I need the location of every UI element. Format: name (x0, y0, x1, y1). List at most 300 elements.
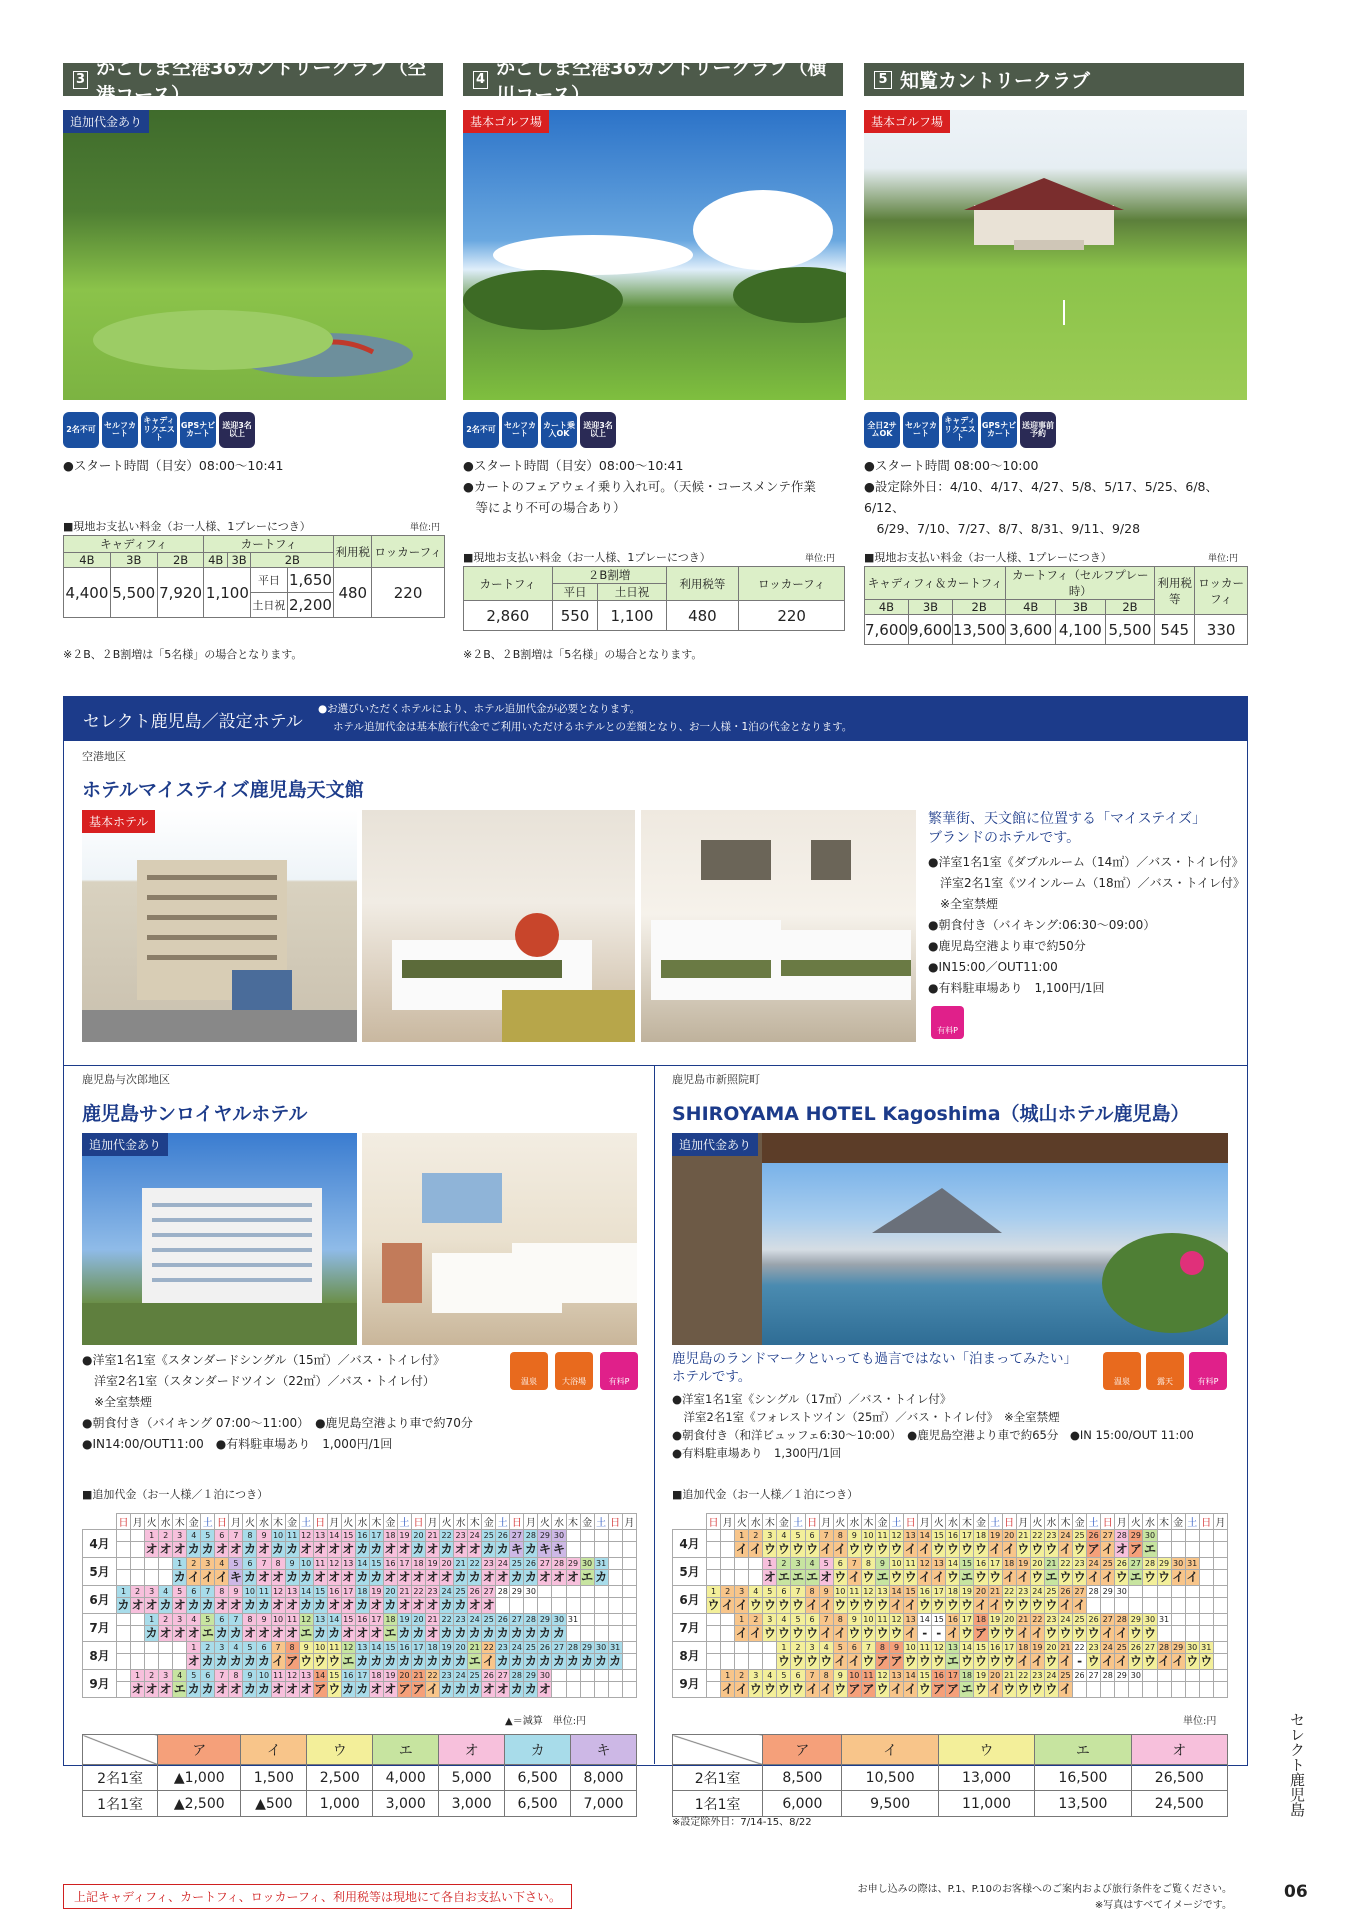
calendar-day: 31 (567, 1614, 579, 1624)
calendar-day (608, 1586, 622, 1598)
course-4-icons (463, 412, 616, 448)
calendar-rank: ア (975, 1626, 988, 1640)
calendar-rank: イ (272, 1654, 285, 1668)
calendar-rank: ウ (1087, 1654, 1100, 1668)
weekday-head: 月 (1213, 1514, 1227, 1530)
weekday-head: 日 (313, 1514, 327, 1530)
calendar-rank (131, 1654, 145, 1670)
calendar-day: 17 (413, 1642, 424, 1652)
calendar-day (131, 1614, 145, 1626)
tax-head: 利用税等 (666, 567, 739, 601)
weekday-head: 月 (426, 1514, 440, 1530)
calendar-rank: カ (342, 1682, 355, 1696)
calendar-rank: イ (820, 1682, 833, 1696)
calendar-rank: ウ (918, 1682, 931, 1696)
calendar-rank: オ (314, 1542, 327, 1556)
calendar-day (1157, 1586, 1171, 1598)
weekday-head: 土 (397, 1514, 411, 1530)
calendar-rank (145, 1654, 159, 1670)
corner-cell (83, 1735, 158, 1765)
calendar-rank: イ (989, 1682, 1002, 1696)
calendar-day: 20 (975, 1586, 987, 1596)
course-5-scenery (864, 110, 1247, 400)
calendar-day: 4 (215, 1558, 229, 1570)
calendar-rank: イ (890, 1682, 903, 1696)
calendar-rank: イ (1158, 1654, 1171, 1668)
calendar-day: 29 (539, 1530, 551, 1540)
calendar-rank: オ (426, 1570, 439, 1584)
two-player-ng-icon: 2名不可 (463, 412, 499, 448)
calendar-rank: カ (440, 1598, 453, 1612)
calendar-day: 24 (469, 1530, 480, 1540)
cart-note: ●カートのフェアウェイ乗り入れ可。（天候・コースメンテ作業 (463, 479, 816, 494)
weekday-head: 木 (1058, 1514, 1072, 1530)
calendar-day: 5 (791, 1530, 805, 1542)
calendar-day: 4 (749, 1586, 763, 1598)
rank-head: ア (763, 1735, 842, 1765)
calendar-day: 18 (413, 1558, 424, 1568)
calendar-rank: イ (1101, 1654, 1114, 1668)
calendar-rank: ウ (1073, 1542, 1086, 1556)
calendar-day: 13 (891, 1670, 902, 1680)
weekday-head: 金 (974, 1514, 988, 1530)
calendar-day: 2 (187, 1558, 201, 1570)
calendar-day: 26 (469, 1586, 480, 1596)
calendar-day: 28 (553, 1558, 565, 1568)
calendar-day: 26 (483, 1670, 494, 1680)
calendar-day: 21 (1060, 1642, 1071, 1652)
catch-line-1: 鹿児島のランドマークといっても過言ではない「泊まってみたい」 (672, 1351, 1077, 1367)
calendar-rank (145, 1570, 159, 1586)
calendar-day: 9 (285, 1558, 299, 1570)
calendar-day: 9 (257, 1614, 271, 1626)
calendar-day: 24 (1032, 1586, 1043, 1596)
weekday-label: 平日 (251, 568, 287, 593)
calendar-day (566, 1530, 580, 1542)
calendar-day: 18 (357, 1586, 368, 1596)
calendar-rank (622, 1654, 636, 1670)
calendar-rank: エ (792, 1570, 805, 1584)
calendar-rank: ウ (932, 1654, 945, 1668)
calendar-day (566, 1670, 580, 1682)
calendar-day (707, 1558, 721, 1570)
calendar-rank (1199, 1570, 1213, 1586)
caddy-request-icon: キャディリクエスト (942, 412, 978, 448)
calendar-day: 1 (777, 1642, 791, 1654)
calendar-day: 16 (933, 1670, 944, 1680)
price-cell: 480 (666, 601, 739, 631)
calendar-day (580, 1530, 594, 1542)
calendar-rank: カ (356, 1654, 369, 1668)
weekday-head: 日 (1002, 1514, 1016, 1530)
calendar-day: 2 (735, 1670, 749, 1682)
price-cell: 550 (552, 601, 598, 631)
calendar-rank: カ (370, 1570, 383, 1584)
calendar-day: 5 (791, 1614, 805, 1626)
calendar-day: 22 (441, 1614, 452, 1624)
side-title: セレクト鹿児島 (1288, 1712, 1306, 1817)
calendar-rank: オ (328, 1598, 341, 1612)
calendar-rank: ウ (763, 1626, 776, 1640)
calendar-rank (1199, 1626, 1213, 1642)
calendar-rank: カ (159, 1598, 172, 1612)
calendar-day: 11 (315, 1558, 326, 1568)
calendar-rank: ア (412, 1682, 425, 1696)
calendar-day: 13 (905, 1614, 916, 1624)
calendar-rank (1185, 1542, 1199, 1558)
calendar-rank: ウ (1143, 1570, 1156, 1584)
calendar-rank: ウ (918, 1598, 931, 1612)
calendar-rank: オ (328, 1542, 341, 1556)
calendar-day: 17 (933, 1586, 944, 1596)
calendar-day: 25 (455, 1586, 466, 1596)
calendar-day: 16 (343, 1670, 354, 1680)
detail-line: ●朝食付き（バイキング:06:30〜09:00） (928, 918, 1156, 932)
calendar-rank: イ (1087, 1570, 1100, 1584)
calendar-rank (580, 1542, 594, 1558)
calendar-rank: エ (777, 1570, 790, 1584)
course-4-price-caption: ■現地お支払い料金（お一人様、1プレーにつき） (463, 551, 711, 564)
tax-head: 利用税等 (1155, 567, 1195, 615)
rank-head: キ (571, 1735, 637, 1765)
calendar-day: 26 (1074, 1670, 1085, 1680)
calendar-day: 11 (919, 1642, 930, 1652)
calendar-rank: ウ (1129, 1626, 1142, 1640)
calendar-rank: ウ (792, 1542, 805, 1556)
calendar-day: 2 (201, 1642, 215, 1654)
weekday-head: 日 (215, 1514, 229, 1530)
calendar-day (1185, 1586, 1199, 1598)
calendar-rank: オ (384, 1570, 397, 1584)
calendar-rank: イ (735, 1542, 748, 1556)
month-label: 9月 (83, 1670, 117, 1698)
row-label: 1名1室 (83, 1791, 158, 1817)
calendar-rank (1157, 1542, 1171, 1558)
calendar-day: 23 (1074, 1558, 1085, 1568)
calendar-day: 27 (511, 1530, 522, 1540)
calendar-day: 17 (399, 1558, 410, 1568)
calendar-day: 26 (1130, 1642, 1141, 1652)
calendar-rank: オ (356, 1626, 369, 1640)
calendar-day: 30 (539, 1670, 551, 1680)
calendar-day: 14 (329, 1614, 340, 1624)
calendar-rank: ウ (975, 1654, 988, 1668)
weekday-head: 火 (735, 1514, 749, 1530)
calendar-rank: オ (538, 1570, 551, 1584)
calendar-rank: ウ (1045, 1626, 1058, 1640)
calendar-rank: イ (1059, 1682, 1072, 1696)
calendar-rank: ウ (904, 1654, 917, 1668)
calendar-day: 10 (849, 1670, 860, 1680)
calendar-day (749, 1642, 763, 1654)
calendar-day: 12 (329, 1558, 340, 1568)
catch-line-1: 繁華街、天文館に位置する「マイステイズ」 (928, 811, 1207, 827)
calendar-day: 24 (511, 1642, 522, 1652)
calendar-day (1171, 1586, 1185, 1598)
calendar-rank: カ (595, 1570, 608, 1584)
calendar-rank (1171, 1598, 1185, 1614)
weekday-head: 日 (1101, 1514, 1115, 1530)
calendar-day: 29 (1102, 1586, 1113, 1596)
calendar-day: 31 (610, 1642, 621, 1652)
calendar-rank (131, 1542, 145, 1558)
month-label: 5月 (83, 1558, 117, 1586)
calendar-rank: イ (1017, 1626, 1030, 1640)
calendar-day: 5 (777, 1670, 791, 1682)
weekday-head: 水 (1044, 1514, 1058, 1530)
calendar-rank (1101, 1598, 1115, 1614)
calendar-rank: ウ (834, 1682, 847, 1696)
calendar-day: 16 (947, 1614, 958, 1624)
calendar-rank: イ (201, 1570, 214, 1584)
divider (654, 1066, 655, 1764)
calendar-day: 7 (847, 1558, 861, 1570)
start-time: ●スタート時間（目安）08:00〜10:41 (63, 458, 284, 473)
calendar-rank: オ (398, 1598, 411, 1612)
calendar-rank (566, 1682, 580, 1698)
calendar-rank: カ (229, 1626, 242, 1640)
price-cell: 13,500 (1035, 1791, 1131, 1817)
calendar-day: 8 (229, 1670, 243, 1682)
hotel-2-price-table (82, 1734, 637, 1817)
price-cell: 5,000 (439, 1765, 505, 1791)
calendar-rank: カ (257, 1598, 270, 1612)
hotel-2-name: 鹿児島サンロイヤルホテル (82, 1103, 308, 1125)
row-label: 2名1室 (673, 1765, 763, 1791)
row-label: 2名1室 (83, 1765, 158, 1791)
calendar-day: 19 (1032, 1642, 1043, 1652)
calendar-rank (580, 1682, 594, 1698)
price-cell: 2,500 (307, 1765, 373, 1791)
calendar-rank: ウ (1017, 1682, 1030, 1696)
calendar-rank: ウ (328, 1682, 341, 1696)
col-2b: 2B (1105, 600, 1155, 615)
calendar-rank (1213, 1570, 1227, 1586)
weekday-head: 土 (791, 1514, 805, 1530)
calendar-day: 9 (257, 1530, 271, 1542)
calendar-rank: イ (1101, 1570, 1114, 1584)
rank-head: エ (1035, 1735, 1131, 1765)
calendar-rank: カ (524, 1654, 537, 1668)
calendar-rank: オ (342, 1598, 355, 1612)
calendar-rank: ウ (806, 1654, 819, 1668)
calendar-day: 23 (455, 1614, 466, 1624)
calendar-day: 14 (919, 1530, 930, 1540)
calendar-day: 4 (763, 1670, 777, 1682)
calendar-day (1199, 1586, 1213, 1598)
calendar-day (580, 1586, 594, 1598)
calendar-day: 8 (215, 1586, 229, 1598)
self-cart-icon: セルフカート (502, 412, 538, 448)
calendar-rank: ウ (975, 1570, 988, 1584)
calendar-rank (117, 1654, 131, 1670)
calendar-rank (1213, 1682, 1227, 1698)
price-cell: 16,500 (1035, 1765, 1131, 1791)
hotel-2-calendar (82, 1513, 637, 1698)
calendar-day: 4 (187, 1614, 201, 1626)
calendar-day: 18 (385, 1614, 396, 1624)
start-time: ●スタート時間 08:00〜10:00 (864, 458, 1039, 473)
calendar-rank: ウ (792, 1682, 805, 1696)
calendar-rank (580, 1626, 594, 1642)
calendar-day: 28 (1102, 1670, 1113, 1680)
calendar-rank (721, 1542, 735, 1558)
calendar-rank: エ (342, 1654, 355, 1668)
calendar-rank: カ (328, 1626, 341, 1640)
calendar-day: 27 (1102, 1614, 1113, 1624)
calendar-rank: オ (159, 1626, 172, 1640)
calendar-day: 4 (777, 1530, 791, 1542)
weekday-head: 木 (566, 1514, 580, 1530)
calendar-day: 6 (257, 1642, 271, 1654)
calendar-rank: カ (243, 1654, 256, 1668)
calendar-rank (1129, 1598, 1143, 1614)
calendar-day (552, 1670, 566, 1682)
calendar-rank: イ (1059, 1542, 1072, 1556)
calendar-day: 20 (441, 1558, 452, 1568)
calendar-rank: カ (454, 1682, 467, 1696)
calendar-rank: カ (356, 1598, 369, 1612)
weekday-head: 水 (257, 1514, 271, 1530)
calendar-day: 15 (933, 1614, 944, 1624)
calendar-rank: ウ (862, 1626, 875, 1640)
calendar-rank: ア (1129, 1542, 1142, 1556)
calendar-day: 18 (385, 1530, 396, 1540)
calendar-day: 29 (1130, 1614, 1141, 1624)
calendar-rank: オ (215, 1598, 228, 1612)
calendar-rank: カ (384, 1598, 397, 1612)
calendar-rank: イ (721, 1682, 734, 1696)
calendar-day: 6 (777, 1586, 791, 1598)
calendar-day: 3 (173, 1614, 187, 1626)
calendar-day: 1 (763, 1558, 777, 1570)
calendar-day: 22 (1032, 1530, 1043, 1540)
calendar-rank: ウ (876, 1682, 889, 1696)
paid-parking-icon: 有料P (931, 1006, 964, 1039)
col-4b: 4B (64, 553, 111, 568)
calendar-rank: カ (215, 1654, 228, 1668)
calendar-rank (1213, 1626, 1227, 1642)
calendar-rank: ウ (1129, 1654, 1142, 1668)
calendar-day: 11 (905, 1558, 916, 1568)
calendar-rank: ウ (989, 1654, 1002, 1668)
price-cell: 8,000 (571, 1765, 637, 1791)
2b-extra-head: ２B割増 (552, 567, 666, 584)
price-cell: 330 (1195, 615, 1248, 645)
calendar-rank: エ (946, 1654, 959, 1668)
calendar-rank (1171, 1626, 1185, 1642)
calendar-day: 31 (1201, 1642, 1212, 1652)
calendar-day: 25 (511, 1558, 522, 1568)
calendar-rank: ウ (946, 1570, 959, 1584)
calendar-rank (721, 1654, 735, 1670)
detail-line: 洋室2名1室《フォレストツイン（25㎡）／バス・トイレ付》 ※全室禁煙 (672, 1410, 1060, 1424)
weekday-head: 木 (369, 1514, 383, 1530)
course-3-scenery (63, 110, 446, 400)
calendar-day: 24 (497, 1558, 508, 1568)
calendar-day: 7 (257, 1558, 271, 1570)
calendar-day: 27 (539, 1558, 551, 1568)
weekday-head: 金 (1073, 1514, 1087, 1530)
calendar-rank: オ (159, 1682, 172, 1696)
calendar-day: 30 (553, 1530, 565, 1540)
calendar-rank: イ (806, 1598, 819, 1612)
calendar-rank: オ (384, 1542, 397, 1556)
calendar-rank: ウ (862, 1542, 875, 1556)
calendar-day (622, 1614, 636, 1626)
course-4-header (463, 56, 843, 106)
month-label: 7月 (673, 1614, 707, 1642)
price-cell: 4,000 (373, 1765, 439, 1791)
price-cell: 5,500 (110, 568, 157, 618)
calendar-day: 18 (1018, 1642, 1029, 1652)
gps-cart-icon: GPSナビカート (180, 412, 216, 448)
calendar-rank (749, 1570, 763, 1586)
calendar-rank: ウ (946, 1542, 959, 1556)
calendar-rank: オ (342, 1626, 355, 1640)
calendar-day: 15 (933, 1530, 944, 1540)
calendar-rank: ウ (1186, 1654, 1199, 1668)
calendar-day: 10 (863, 1614, 874, 1624)
large-bath-icon: 大浴場 (555, 1352, 593, 1390)
calendar-day: 31 (596, 1558, 607, 1568)
locker-head: ロッカーフィ (1195, 567, 1248, 615)
calendar-day (117, 1558, 131, 1570)
course-4-unit: 単位:円 (805, 554, 836, 564)
calendar-rank: オ (468, 1542, 481, 1556)
calendar-rank (622, 1570, 636, 1586)
calendar-rank: カ (496, 1626, 509, 1640)
hotel-3-exclusion: ※設定除外日：7/14-15、8/22 (672, 1817, 812, 1828)
calendar-rank (707, 1682, 721, 1698)
hotel-2-unit: ▲＝減算 単位:円 (505, 1716, 587, 1727)
cart-fee-head: カートフィ (464, 567, 553, 601)
calendar-rank: カ (496, 1654, 509, 1668)
calendar-rank: イ (904, 1626, 917, 1640)
price-cell: 6,500 (505, 1765, 571, 1791)
calendar-rank: カ (538, 1626, 551, 1640)
calendar-day: 3 (215, 1642, 229, 1654)
calendar-day (1199, 1670, 1213, 1682)
price-cell: 545 (1155, 615, 1195, 645)
calendar-rank: イ (1115, 1626, 1128, 1640)
calendar-day: 18 (371, 1670, 382, 1680)
calendar-day: 13 (315, 1614, 326, 1624)
calendar-day: 6 (791, 1670, 805, 1682)
calendar-day: 22 (483, 1642, 494, 1652)
calendar-rank: イ (904, 1682, 917, 1696)
hotel-3-catch (672, 1350, 1077, 1386)
calendar-day: 19 (441, 1642, 452, 1652)
calendar-day: 2 (131, 1586, 145, 1598)
hotel-1-name: ホテルマイステイズ鹿児島天文館 (82, 779, 364, 801)
calendar-day: 15 (343, 1530, 354, 1540)
course-3-tag: 追加代金あり (63, 110, 149, 133)
calendar-rank: ア (862, 1682, 875, 1696)
rank-head: イ (241, 1735, 307, 1765)
calendar-day (1185, 1670, 1199, 1682)
calendar-rank: キ (538, 1542, 551, 1556)
weekday-head: 月 (524, 1514, 538, 1530)
calendar-rank: ウ (848, 1626, 861, 1640)
hotel-3-photo (672, 1133, 1228, 1345)
calendar-day: 26 (1088, 1614, 1099, 1624)
calendar-day: 26 (525, 1558, 536, 1568)
calendar-day: 2 (159, 1614, 173, 1626)
calendar-rank: カ (201, 1654, 214, 1668)
calendar-day: 1 (145, 1530, 159, 1542)
calendar-rank: ウ (1158, 1570, 1171, 1584)
